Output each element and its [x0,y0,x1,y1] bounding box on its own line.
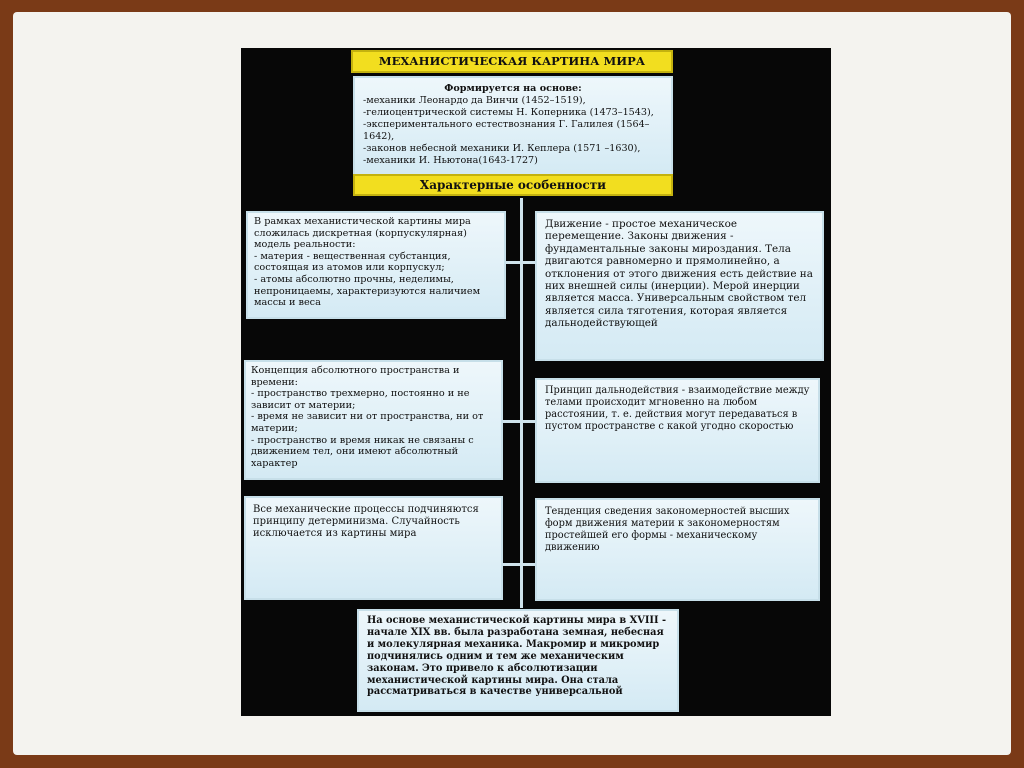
feature-reductionism: Тенденция сведения закономерностей высших форм движения материи к закономерностям простейшей его формы - механическому движению [535,498,820,601]
diagram-title: МЕХАНИСТИЧЕСКАЯ КАРТИНА МИРА [351,50,673,73]
feature-long-range-action: Принцип дальнодействия - взаимодействие между телами происходит мгновенно на любом расстоянии, т. е. действия могут передаваться в пустом пространстве с какой угодно скоростью [535,378,820,483]
basis-item: -гелиоцентрической системы Н. Коперника (1473–1543), [363,107,654,118]
basis-item: -механики И. Ньютона(1643-1727) [363,155,538,166]
connector-right-2 [520,420,535,423]
basis-item: -экспериментального естествознания Г. Галилея (1564–1642), [363,119,650,142]
conclusion-box: На основе механистической картины мира в XVIII - начале XIX вв. была разработана земная, небесная и молекулярная механика. Макромир и микромир подчинялись одним и тем же механическим законам. Это привело к абсолютизации механистической картины мира. Она стала рассматриваться в качестве универсальной [357,609,679,712]
connector-trunk [520,198,523,608]
feature-determinism: Все механические процессы подчиняются принципу детерминизма. Случайность исключается из картины мира [244,496,503,600]
basis-item: -механики Леонардо да Винчи (1452–1519), [363,95,586,106]
basis-heading: Формируется на основе: [444,83,582,94]
basis-item: -законов небесной механики И. Кеплера (1571 –1630), [363,143,641,154]
slide [13,12,1011,755]
feature-mechanical-motion: Движение - простое механическое перемещение. Законы движения - фундаментальные законы мироздания. Тела двигаются равномерно и прямолинейно, а отклонения от этого движения есть действие на них внешней силы (инерции). Мерой инерции является масса. Универсальным свойством тел является сила тяготения, которая является дальнодействующей [535,211,824,361]
diagram [241,48,831,716]
basis-box [353,76,673,176]
connector-right-3 [520,563,535,566]
feature-discrete-model: В рамках механистической картины мира сложилась дискретная (корпускулярная) модель реальности: - материя - вещественная субстанция, состоящая из атомов или корпускул; - атомы абсолютно прочны, неделимы, непроницаемы, характеризуются наличием массы и веса [246,211,506,319]
feature-absolute-space-time: Концепция абсолютного пространства и времени: - пространство трехмерно, постоянно и не зависит от материи; - время не зависит ни от пространства, ни от материи; - пространство и время никак не связаны с движением тел, они имеют абсолютный характер [244,360,503,480]
features-title: Характерные особенности [353,174,673,196]
connector-right-1 [520,261,535,264]
